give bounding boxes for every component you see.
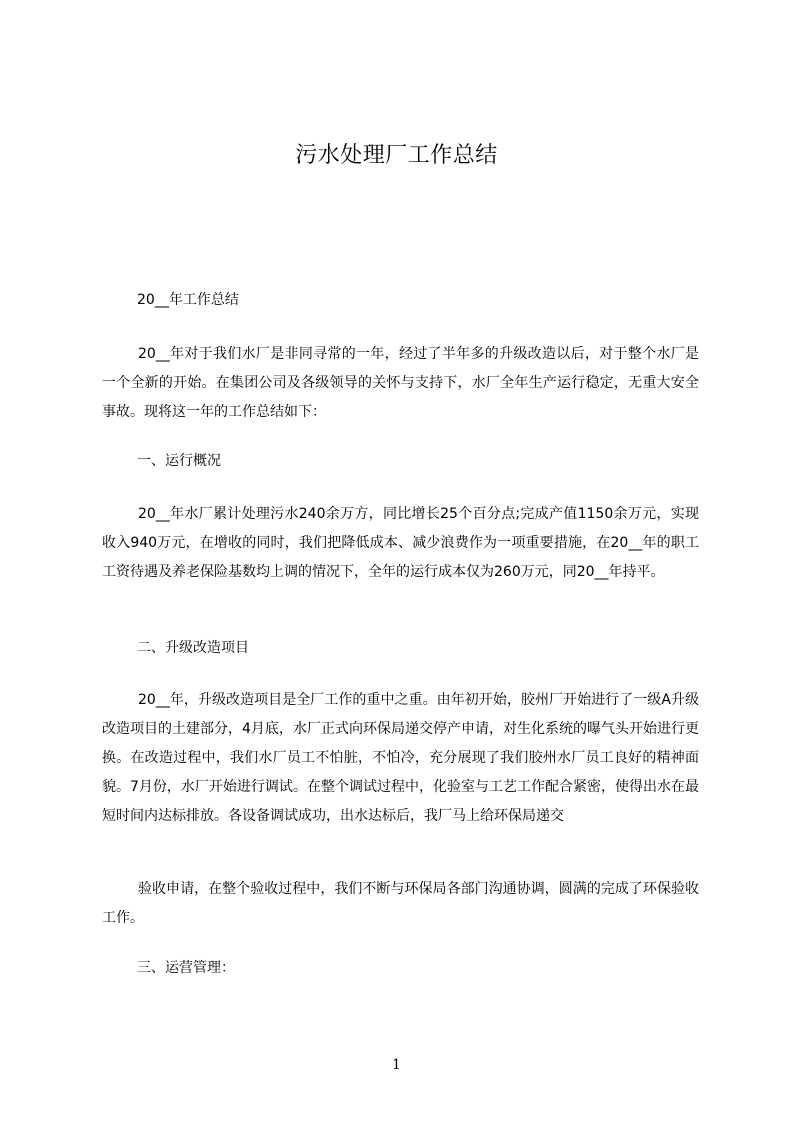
document-title: 污水处理厂工作总结 <box>295 143 498 168</box>
section-heading-upgrade: 二、升级改造项目 <box>137 640 249 656</box>
operations-paragraph: 20__年水厂累计处理污水240余万方，同比增长25个百分点;完成产值1150余万元，实现收入940万元，在增收的同时，我们把降低成本、减少浪费作为一项重要措施，在20__年的职工工资待遇及养老保险基数均上调的情况下，全年的运行成本仅为260万元，同20__年持平。 <box>102 506 699 580</box>
section-heading-management: 三、运营管理： <box>137 960 235 976</box>
page-number: 1 <box>392 1057 401 1073</box>
upgrade-paragraph-continued: 验收申请，在整个验收过程中，我们不断与环保局各部门沟通协调，圆满的完成了环保验收工作。 <box>102 881 699 926</box>
subtitle: 20__年工作总结 <box>137 292 239 308</box>
intro-paragraph: 20__年对于我们水厂是非同寻常的一年，经过了半年多的升级改造以后，对于整个水厂是一个全新的开始。在集团公司及各级领导的关怀与支持下，水厂全年生产运行稳定，无重大安全事故。现将这一年的工作总结如下： <box>102 346 699 420</box>
upgrade-paragraph: 20__年，升级改造项目是全厂工作的重中之重。由年初开始，胶州厂开始进行了一级A升级改造项目的土建部分，4月底，水厂正式向环保局递交停产申请，对生化系统的曝气头开始进行更换。在改造过程中，我们水厂员工不怕脏，不怕冷，充分展现了我们胶州水厂员工良好的精神面貌。7月份，水厂开始进行调试。在整个调试过程中，化验室与工艺工作配合紧密，使得出水在最短时间内达标排放。各设备调试成功，出水达标后，我厂马上给环保局递交 <box>102 692 699 824</box>
section-heading-operations: 一、运行概况 <box>137 453 221 469</box>
